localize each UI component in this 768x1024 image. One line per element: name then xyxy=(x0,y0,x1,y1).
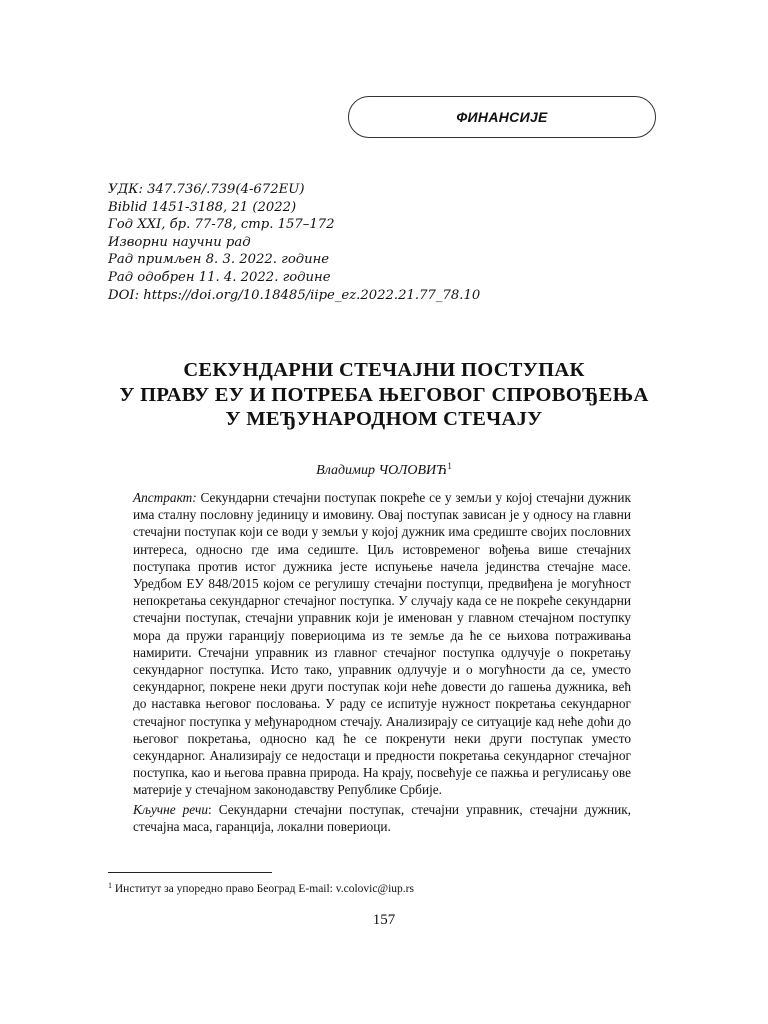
meta-doi: DOI: https://doi.org/10.18485/iipe_ez.2022.21.77_78.10 xyxy=(108,287,481,303)
author-name: Владимир ЧОЛОВИЋ xyxy=(316,463,448,478)
section-header-box xyxy=(348,96,656,138)
footnote-text: Институт за упоредно право Београд E-mail: v.colovic@iup.rs xyxy=(112,883,414,895)
author-footnote-mark: 1 xyxy=(447,461,452,471)
page-number: 157 xyxy=(372,912,396,928)
meta-accepted: Рад одобрен 11. 4. 2022. године xyxy=(108,269,331,285)
meta-biblid: Biblid 1451-3188, 21 (2022) xyxy=(108,199,297,215)
abstract-block xyxy=(133,489,631,835)
meta-received: Рад примљен 8. 3. 2022. године xyxy=(108,252,330,268)
article-title xyxy=(60,358,708,432)
section-label: ФИНАНСИЈЕ xyxy=(456,109,548,125)
abstract-text: Секундарни стечајни поступак покреће се у земљи у којој стечајни дужник има сталну пословну јединицу и имовину. Овај поступак зависан је у односу на главни стечајни поступак који се води у земљи у којој дужник има средиште својих пословних интереса, односно где има седиште. Циљ истовременог вођења више стечајних поступака против истог дужника јесте испуњење начела јединства стечајне масе. Уредбом ЕУ 848/2015 којом се регулишу стечајни поступци, предвиђена је могућност непокретања секундарног стечајног поступка. У случају када се не покреће секундарни стечајни поступак, стечајни управник који је именован у главном стечајном поступку мора да пружи гаранцију повериоцима из те земље да ће се њихова потраживања намирити. Стечајни управник из главног стечајног поступка одлучује о покретању секундарног поступка. Исто тако, управник одлучује и о могућности да се, уместо секундарног, покрене неки други поступак који неће довести до гашења дужника, већ до наставка његовог пословања. У раду се испитује нужност покретања секундарног стечајног поступка у међународном стечају. Анализирају се ситуације кад неће доћи до његовог покретања, односно кад ће се покренути неки други поступак уместо секундарног. Анализирају се недостаци и предности покретања секундарног стечајног поступка, као и његова правна природа. На крају, посвећује се пажња и регулисању ове материје у стечајном законодавству Републике Србије. xyxy=(133,490,631,798)
title-line-2: У ПРАВУ ЕУ И ПОТРЕБА ЊЕГОВОГ СПРОВОЂЕЊА xyxy=(119,383,649,406)
meta-udc: УДК: 347.736/.739(4-672EU) xyxy=(108,182,305,197)
keywords xyxy=(133,801,631,835)
keywords-text: : Секундарни стечајни поступак, стечајни управник, стечајни дужник, стечајна маса, гаранција, локални повериоци. xyxy=(133,801,632,834)
abstract-label: Апстракт: xyxy=(133,490,197,505)
keywords-label: Кључне речи xyxy=(133,801,209,817)
article-metadata xyxy=(108,181,668,304)
title-line-3: У МЕЂУНАРОДНОМ СТЕЧАЈУ xyxy=(225,408,543,430)
title-line-1: СЕКУНДАРНИ СТЕЧАЈНИ ПОСТУПАК xyxy=(183,359,585,381)
abstract xyxy=(133,489,631,799)
author xyxy=(60,457,708,480)
meta-volume: Год XXI, бр. 77-78, стр. 157–172 xyxy=(108,217,335,233)
footnote xyxy=(108,879,668,896)
meta-paper-type: Изворни научни рад xyxy=(108,234,251,250)
footnote-divider xyxy=(108,872,272,873)
footnote-mark: 1 xyxy=(108,881,112,890)
